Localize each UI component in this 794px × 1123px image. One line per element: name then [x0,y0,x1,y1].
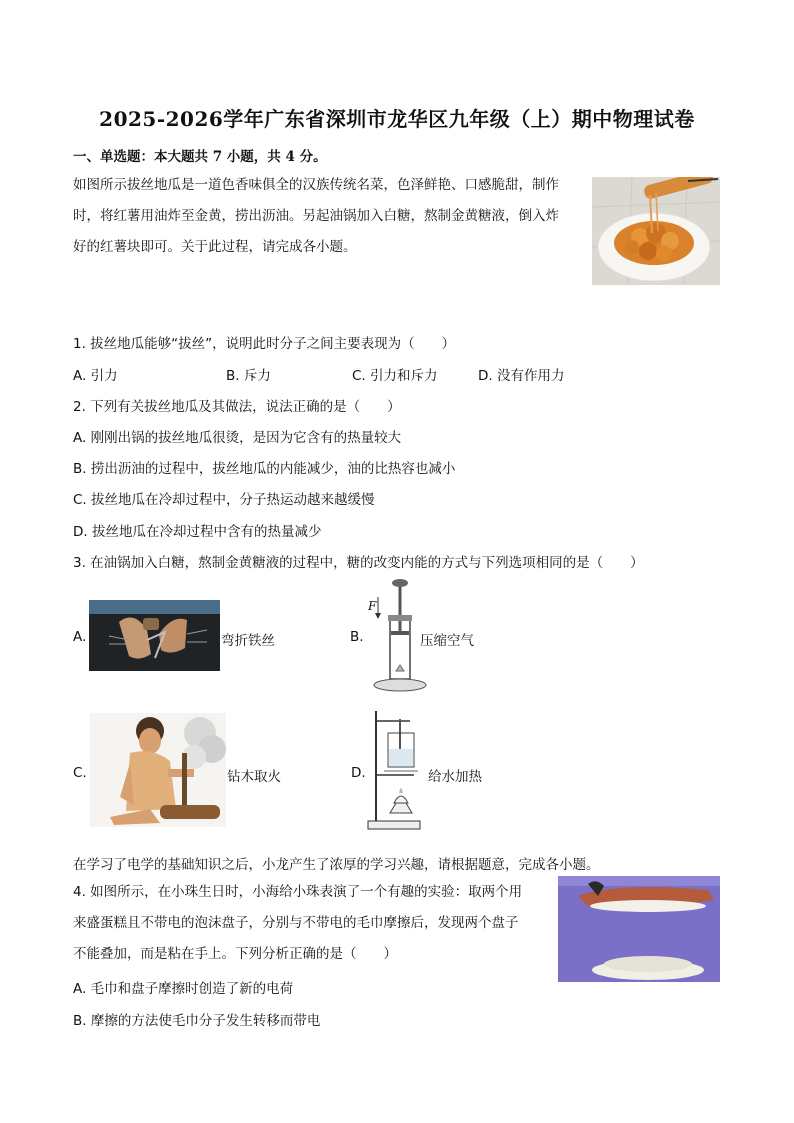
question-4-stem [73,877,543,970]
q4-stem-line: 来盛蛋糕且不带电的泡沫盘子，分别与不带电的毛巾摩擦后，发现两个盘子 [73,915,519,931]
candied-sweet-potato-photo [592,177,720,285]
question-3-stem: 3. 在油锅加入白糖，熬制金黄糖液的过程中，糖的改变内能的方式与下列选项相同的是（ ） [73,555,644,571]
q4-stem-line: 4. 如图所示，在小珠生日时，小海给小珠表演了一个有趣的实验：取两个用 [73,884,523,900]
q3-option-c-caption: 钻木取火 [227,769,281,785]
q3-option-d-caption: 给水加热 [428,769,482,785]
intro-line: 好的红薯块即可。关于此过程，请完成各小题。 [73,239,357,255]
q1-option-c: C. 引力和斥力 [352,368,438,384]
foam-plate-experiment-photo [558,876,720,982]
question-2-stem: 2. 下列有关拔丝地瓜及其做法，说法正确的是（ ） [73,399,401,415]
q4-option-b: B. 摩擦的方法使毛巾分子发生转移而带电 [73,1013,321,1029]
q4-stem-line: 不能叠加，而是粘在手上。下列分析正确的是（ ） [73,946,397,962]
q3-option-b-letter: B. [350,629,364,645]
question-1-stem: 1. 拔丝地瓜能够“拔丝”，说明此时分子之间主要表现为（ ） [73,336,456,352]
intro-paragraph-1 [73,170,583,263]
q2-option-c: C. 拔丝地瓜在冷却过程中，分子热运动越来越缓慢 [73,492,375,508]
q3-option-d-letter: D. [351,765,366,781]
q1-option-a: A. 引力 [73,368,118,384]
force-label: F [368,599,377,613]
q3-option-a-caption: 弯折铁丝 [221,633,275,649]
section-heading: 一、单选题：本大题共 7 小题，共 4 分。 [73,149,327,165]
q3-option-b-caption: 压缩空气 [420,633,474,649]
q1-option-d: D. 没有作用力 [478,368,565,384]
bending-wire-photo [89,600,220,671]
intro-line: 如图所示拔丝地瓜是一道色香味俱全的汉族传统名菜，色泽鲜艳、口感脆甜，制作 [73,177,559,193]
intro-line: 时，将红薯用油炸至金黄，捞出沥油。另起油锅加入白糖，熬制金黄糖液，倒入炸 [73,208,559,224]
q1-option-b: B. 斥力 [226,368,271,384]
q3-option-a-letter: A. [73,629,87,645]
q2-option-b: B. 捞出沥油的过程中，拔丝地瓜的内能减少，油的比热容也减小 [73,461,456,477]
drilling-wood-fire-illustration [90,713,226,827]
intro-paragraph-2: 在学习了电学的基础知识之后，小龙产生了浓厚的学习兴趣，请根据题意，完成各小题。 [73,857,600,873]
q2-option-a: A. 刚刚出锅的拔丝地瓜很烫，是因为它含有的热量较大 [73,430,402,446]
page-title: 2025-2026学年广东省深圳市龙华区九年级（上）期中物理试卷 [99,107,695,131]
q4-option-a: A. 毛巾和盘子摩擦时创造了新的电荷 [73,981,294,997]
water-heating-apparatus-diagram [366,709,424,833]
q3-option-c-letter: C. [73,765,87,781]
q2-option-d: D. 拔丝地瓜在冷却过程中含有的热量减少 [73,524,322,540]
